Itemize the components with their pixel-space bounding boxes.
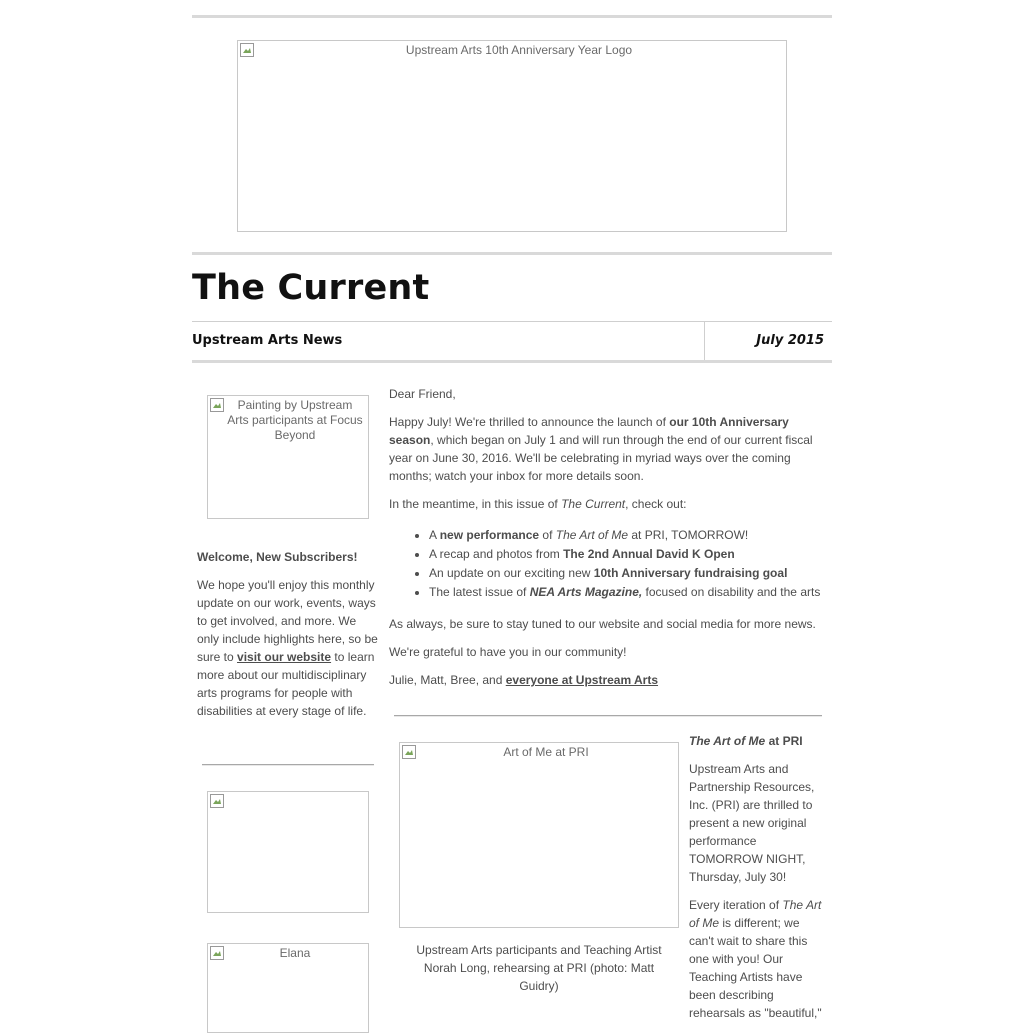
newsletter-title: The Current bbox=[192, 268, 430, 308]
bullet-text: An update on our exciting new bbox=[429, 566, 591, 580]
everyone-at-upstream-link[interactable]: everyone at Upstream Arts bbox=[505, 673, 659, 687]
broken-image-icon bbox=[240, 43, 254, 57]
sidebar-image-2 bbox=[207, 791, 369, 913]
letter-paragraph-3: As always, be sure to stay tuned to our website and social media for more news. bbox=[389, 617, 816, 631]
list-item bbox=[429, 526, 829, 545]
feature-p2-text: Every iteration of bbox=[689, 898, 780, 912]
bullet-text: A recap and photos from bbox=[429, 547, 560, 561]
p2-italic: The Current bbox=[561, 497, 626, 511]
header-rule bbox=[192, 252, 832, 256]
broken-image-icon bbox=[402, 745, 416, 759]
letter-paragraph-1 bbox=[389, 413, 829, 485]
bullet-text: at PRI, TOMORROW! bbox=[631, 528, 749, 542]
broken-image-icon bbox=[210, 946, 224, 960]
sidebar-divider bbox=[202, 764, 374, 766]
visit-website-link[interactable]: visit our website bbox=[237, 650, 332, 664]
newsletter-subtitle: Upstream Arts News bbox=[192, 333, 343, 348]
feature-heading-rest: at PRI bbox=[768, 734, 803, 748]
feature-paragraph-1: Upstream Arts and Partnership Resources, Inc. (PRI) are thrilled to present a new original performance TOMORROW NIGHT, Thursday, July 30! bbox=[689, 762, 815, 884]
welcome-text-end: to learn more about our multidisciplinary arts programs for people with disabilities at every stage of life. bbox=[197, 650, 375, 718]
list-item bbox=[429, 545, 829, 564]
bullet-text: A bbox=[429, 528, 437, 542]
logo-alt-text: Upstream Arts 10th Anniversary Year Logo bbox=[405, 43, 633, 57]
feature-heading bbox=[689, 732, 827, 750]
letter-greeting: Dear Friend, bbox=[389, 387, 456, 401]
bullet-text: focused on disability and the arts bbox=[645, 585, 821, 599]
p1-text-end: , which began on July 1 and will run through the end of our current fiscal year on June 30, 2016. We'll be celebrating in myriad ways over the coming months; watch your inbox for more details soon. bbox=[389, 433, 813, 483]
p2-text: In the meantime, in this issue of bbox=[389, 497, 558, 511]
issue-highlights-list bbox=[389, 526, 829, 602]
letter-paragraph-2 bbox=[389, 495, 829, 513]
bullet-bold-italic: NEA Arts Magazine, bbox=[529, 585, 643, 599]
list-item bbox=[429, 583, 829, 602]
feature-paragraph-2 bbox=[689, 896, 827, 1022]
elana-alt-text: Elana bbox=[279, 946, 311, 960]
bullet-text: of bbox=[542, 528, 553, 542]
subtitle-divider bbox=[704, 322, 705, 362]
list-item bbox=[429, 564, 829, 583]
issue-date: July 2015 bbox=[756, 333, 824, 348]
letter-section bbox=[389, 385, 829, 689]
broken-image-icon bbox=[210, 794, 224, 808]
welcome-heading: Welcome, New Subscribers! bbox=[197, 550, 358, 564]
welcome-section bbox=[197, 548, 379, 720]
feature-article bbox=[689, 732, 827, 1022]
art-of-me-alt-text: Art of Me at PRI bbox=[503, 745, 589, 759]
art-of-me-image bbox=[399, 742, 679, 928]
letter-signature bbox=[389, 671, 829, 689]
feature-p2-text-end: is different; we can't wait to share this one with you! Our Teaching Artists have been describing rehearsals as "beautiful," bbox=[689, 916, 822, 1020]
p1-bold: our 10th Anniversary season bbox=[389, 415, 789, 447]
image-caption: Upstream Arts participants and Teaching Artist Norah Long, rehearsing at PRI (photo: Matt Guidry) bbox=[416, 943, 662, 993]
feature-p2-italic: The Art of Me bbox=[689, 898, 822, 930]
broken-image-icon bbox=[210, 398, 224, 412]
welcome-text-start: We hope you'll enjoy this monthly update on our work, events, ways to get involved, and more. We only include highlights here, so be sure to bbox=[197, 578, 378, 664]
letter-paragraph-4: We're grateful to have you in our community! bbox=[389, 645, 627, 659]
subtitle-bar bbox=[192, 321, 832, 362]
painting-alt-text: Painting by Upstream Arts participants at Focus Beyond bbox=[227, 398, 363, 442]
p1-text: Happy July! We're thrilled to announce the launch of bbox=[389, 415, 666, 429]
feature-heading-italic: The Art of Me bbox=[689, 734, 766, 748]
bullet-bold: 10th Anniversary fundraising goal bbox=[593, 566, 788, 580]
logo-image bbox=[237, 40, 787, 232]
subtitle-rule bbox=[192, 360, 832, 364]
top-rule bbox=[192, 15, 832, 19]
elana-image bbox=[207, 943, 369, 1033]
section-divider bbox=[394, 715, 822, 717]
bullet-bold: new performance bbox=[439, 528, 540, 542]
painting-image bbox=[207, 395, 369, 519]
bullet-text: The latest issue of bbox=[429, 585, 527, 599]
bullet-italic: The Art of Me bbox=[555, 528, 629, 542]
newsletter bbox=[192, 0, 832, 1024]
p2-text-end: , check out: bbox=[625, 497, 687, 511]
welcome-text bbox=[197, 576, 379, 720]
signature-text: Julie, Matt, Bree, and bbox=[389, 673, 503, 687]
bullet-bold: The 2nd Annual David K Open bbox=[563, 547, 735, 561]
